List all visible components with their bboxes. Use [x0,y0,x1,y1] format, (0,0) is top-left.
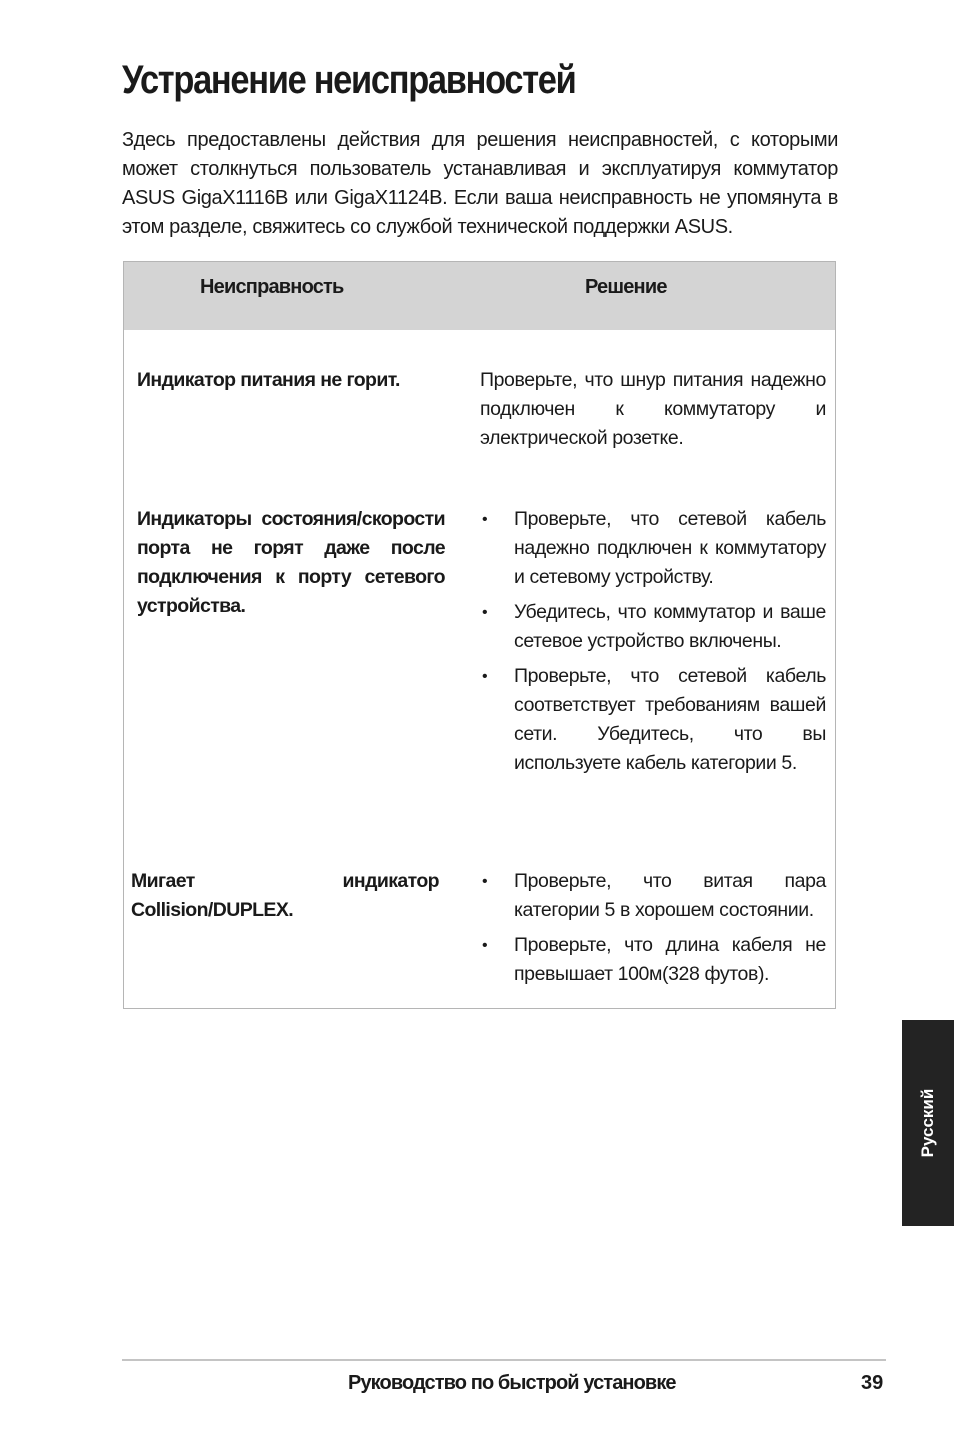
language-tab [902,1020,954,1226]
footer-title: Руководство по быстрой установке [348,1372,676,1394]
problem-cell: Индикатор питания не горит. [137,369,400,391]
solution-cell: Проверьте, что шнур питания надежно подключен к коммутатору и электрической розетке. [480,369,826,449]
solution-item: • Проверьте, что витая пара категории 5 в хорошем состоянии. [480,867,826,925]
intro-paragraph: Здесь предоставлены действия для решения неисправностей, с которыми может столкнуться пользователь устанавливая и эксплуатируя коммутатор ASUS GigaX1116B или GigaX1124B. Если ваша неисправность не упомянута в этом разделе, свяжитесь со службой технической поддержки ASUS. [122,129,838,238]
solution-item: • Проверьте, что длина кабеля не превышает 100м(328 футов). [480,931,826,989]
solution-item: • Проверьте, что сетевой кабель надежно подключен к коммутатору и сетевому устройству. [480,505,826,592]
table-header [124,262,835,330]
column-header-solution: Решение [585,276,667,298]
troubleshooting-table [123,261,836,1009]
page-number: 39 [861,1372,884,1394]
column-header-problem: Неисправность [200,276,344,298]
solution-item: • Проверьте, что сетевой кабель соответствует требованиям вашей сети. Убедитесь, что вы используете кабель категории 5. [480,662,826,778]
page-title: Устранение неисправностей [122,58,576,102]
problem-cell: Мигает индикатор Collision/DUPLEX. [131,870,439,921]
problem-cell: Индикаторы состояния/скорости порта не горят даже после подключения к порту сетевого устройства. [137,508,445,617]
solution-list [480,505,826,784]
solution-list [480,867,826,995]
language-tab-label: Русский [918,1088,937,1158]
solution-item: • Убедитесь, что коммутатор и ваше сетевое устройство включены. [480,598,826,656]
footer-divider [122,1359,886,1361]
